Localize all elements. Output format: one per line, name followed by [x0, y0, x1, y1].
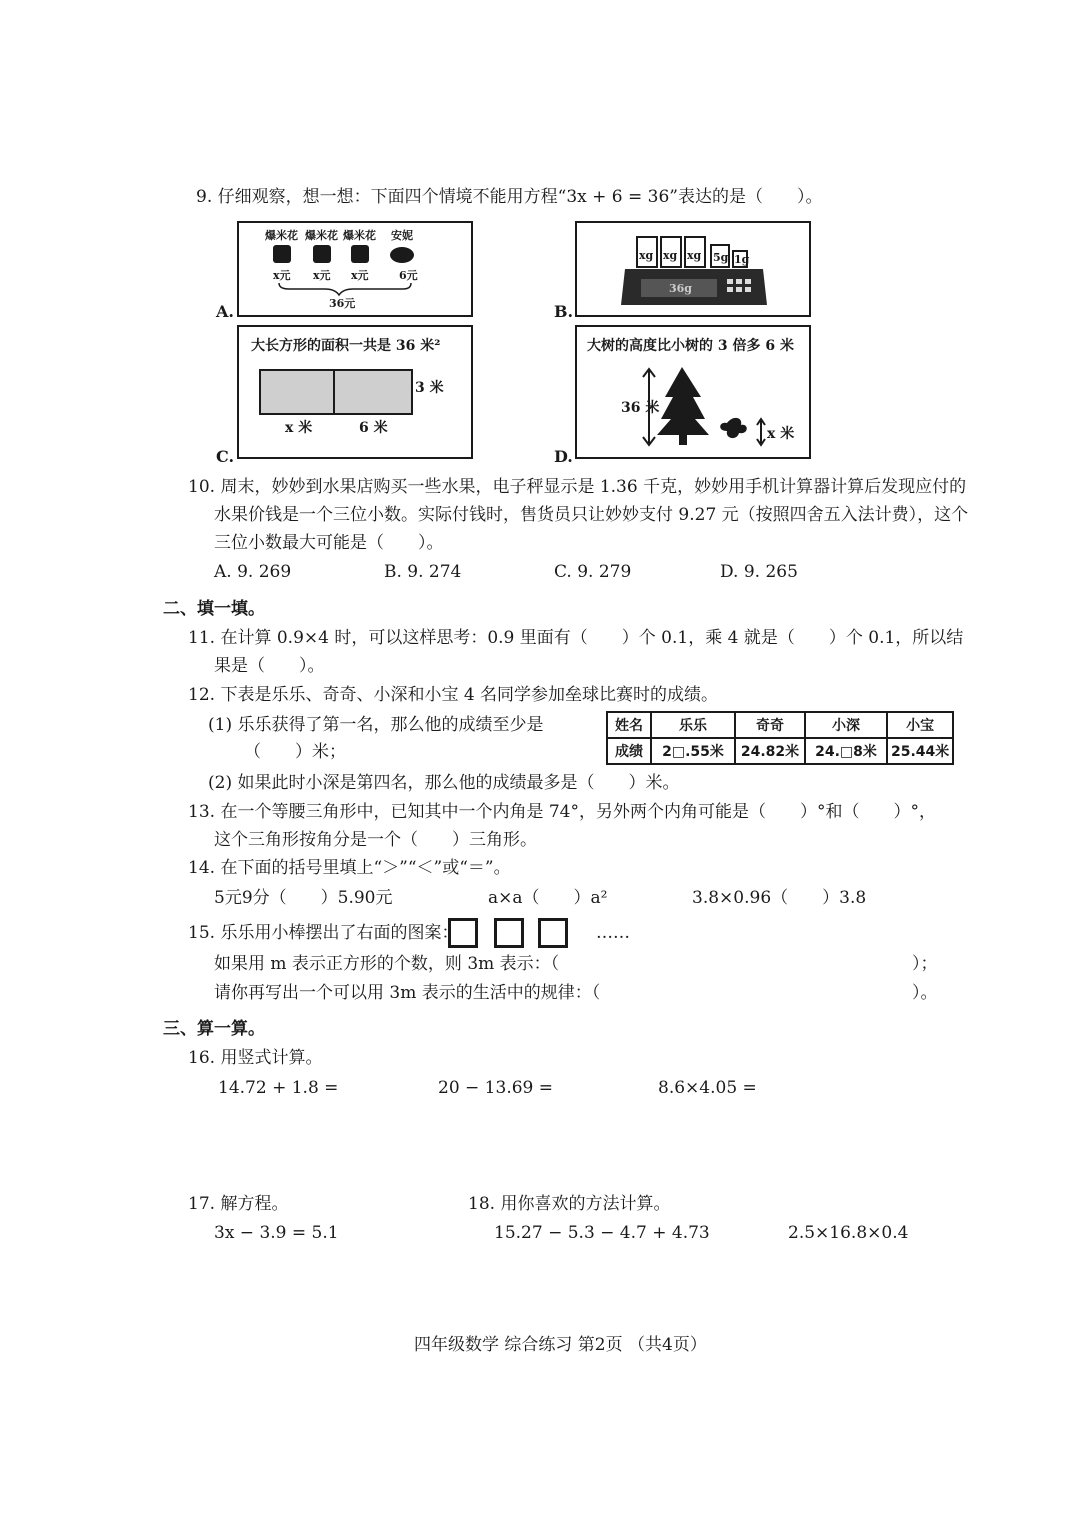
q11-line2: 果是（ ）。: [214, 656, 325, 676]
q9-panel-c: [237, 325, 473, 459]
q9-panel-a: [237, 221, 473, 317]
big-rectangle: [259, 369, 413, 415]
brace: [279, 283, 411, 295]
table-row: [607, 738, 953, 764]
item-label: 安妮: [391, 229, 413, 242]
page-footer: 四年级数学 综合练习 第2页 （共4页）: [414, 1335, 707, 1355]
scale-illustration: [577, 223, 809, 315]
q16-item-1: 14.72 + 1.8 =: [218, 1078, 339, 1098]
short-arrow: [757, 419, 765, 445]
q14-stem: 14. 在下面的括号里填上“＞”“＜”或“＝”。: [188, 858, 511, 878]
square-stick-icon: [538, 918, 568, 948]
table-cell: 24.□8米: [805, 738, 887, 764]
option-b-label: B.: [554, 302, 574, 321]
weight-label: xg: [639, 249, 654, 262]
table-cell: 小深: [805, 712, 887, 738]
q15-line2: 如果用 m 表示正方形的个数，则 3m 表示：（: [214, 954, 560, 974]
option-c-label: C.: [216, 447, 235, 466]
q12-part2: (2) 如果此时小深是第四名，那么他的成绩最多是（ ）米。: [208, 773, 680, 793]
q9-stem: 9. 仔细观察，想一想：下面四个情境不能用方程“3x + 6 = 36”表达的是（ ）。: [196, 187, 823, 207]
q18-item-1: 15.27 − 5.3 − 4.7 + 4.73: [494, 1223, 710, 1243]
q15-line3: 请你再写出一个可以用 3m 表示的生活中的规律：（: [214, 983, 601, 1003]
q16-item-3: 8.6×4.05 =: [658, 1078, 757, 1098]
q9-panel-b: [575, 221, 811, 317]
q16-stem: 16. 用竖式计算。: [188, 1048, 323, 1068]
q10-line2: 水果价钱是一个三位小数。实际付钱时，售货员只让妙妙支付 9.27 元（按照四舍五入法计费），这个: [214, 505, 969, 525]
width-left-label: x 米: [285, 420, 313, 436]
big-tree-icon: [657, 367, 709, 445]
price-label: x元: [313, 269, 331, 282]
weight-label: xg: [687, 249, 702, 262]
q14-item-2: a×a（ ）a²: [488, 888, 608, 908]
width-right-label: 6 米: [359, 420, 388, 436]
total-label: 36元: [329, 297, 356, 310]
q18-stem: 18. 用你喜欢的方法计算。: [468, 1194, 671, 1214]
table-cell: 姓名: [607, 712, 651, 738]
q18-item-2: 2.5×16.8×0.4: [788, 1223, 909, 1243]
q9-panel-d: [575, 325, 811, 459]
bear-icon: [390, 247, 414, 263]
q10-option-b: B. 9. 274: [384, 562, 462, 582]
q15-line1: 15. 乐乐用小棒摆出了右面的图案：: [188, 923, 459, 943]
q17-equation: 3x − 3.9 = 5.1: [214, 1223, 339, 1243]
height-label: 3 米: [415, 380, 444, 396]
score-table: [606, 711, 954, 765]
square-stick-icon: [448, 918, 478, 948]
rectangle-divider: [333, 369, 335, 415]
item-label: 爆米花: [305, 229, 338, 242]
q10-option-a: A. 9. 269: [214, 562, 292, 582]
weight-label: xg: [663, 249, 678, 262]
scale-display-value: 36g: [669, 282, 692, 295]
option-d-label: D.: [554, 447, 573, 466]
table-cell: 奇奇: [735, 712, 805, 738]
q10-option-d: D. 9. 265: [720, 562, 798, 582]
table-cell: 2□.55米: [651, 738, 735, 764]
weight-label: 5g: [713, 251, 729, 264]
q14-item-3: 3.8×0.96（ ）3.8: [692, 888, 867, 908]
table-header-row: [607, 712, 953, 738]
q14-item-1: 5元9分（ ）5.90元: [214, 888, 393, 908]
q15-line3-end: ）。: [912, 983, 938, 1003]
q16-item-2: 20 − 13.69 =: [438, 1078, 553, 1098]
small-tree-icon: [720, 418, 747, 438]
table-cell: 乐乐: [651, 712, 735, 738]
q13-line1: 13. 在一个等腰三角形中，已知其中一个内角是 74°，另外两个内角可能是（ ）°和（ ）°，: [188, 802, 936, 822]
item-label: 爆米花: [265, 229, 298, 242]
price-label: 6元: [399, 269, 418, 282]
panel-c-title: 大长方形的面积一共是 36 米²: [251, 338, 441, 354]
q12-part1a: (1) 乐乐获得了第一名，那么他的成绩至少是: [208, 715, 544, 735]
price-label: x元: [273, 269, 291, 282]
option-a-label: A.: [216, 302, 234, 321]
popcorn-icon: [273, 245, 369, 263]
q10-line1: 10. 周末，妙妙到水果店购买一些水果，电子秤显示是 1.36 千克，妙妙用手机计算器计算后发现应付的: [188, 477, 967, 497]
table-cell: 24.82米: [735, 738, 805, 764]
q11-line1: 11. 在计算 0.9×4 时，可以这样思考：0.9 里面有（ ）个 0.1，乘 4 就是（ ）个 0.1，所以结: [188, 628, 964, 648]
table-cell: 小宝: [887, 712, 953, 738]
q10-option-c: C. 9. 279: [554, 562, 632, 582]
q12-part1b: （ ）米；: [244, 742, 346, 762]
weight-label: 1g: [734, 253, 750, 266]
section-2-heading: 二、填一填。: [163, 599, 265, 619]
table-cell: 25.44米: [887, 738, 953, 764]
square-stick-icon: [494, 918, 524, 948]
tall-label: 36 米: [621, 400, 660, 416]
table-cell: 成绩: [607, 738, 651, 764]
item-label: 爆米花: [343, 229, 376, 242]
q15-line2-end: ）；: [912, 954, 938, 974]
short-label: x 米: [767, 426, 795, 442]
q13-line2: 这个三角形按角分是一个（ ）三角形。: [214, 830, 537, 850]
section-3-heading: 三、算一算。: [163, 1019, 265, 1039]
q12-stem: 12. 下表是乐乐、奇奇、小深和小宝 4 名同学参加垒球比赛时的成绩。: [188, 685, 719, 705]
q10-line3: 三位小数最大可能是（ ）。: [214, 533, 444, 553]
q17-stem: 17. 解方程。: [188, 1194, 289, 1214]
pattern-ellipsis: ……: [596, 923, 630, 943]
price-label: x元: [351, 269, 369, 282]
panel-d-title: 大树的高度比小树的 3 倍多 6 米: [587, 338, 794, 354]
